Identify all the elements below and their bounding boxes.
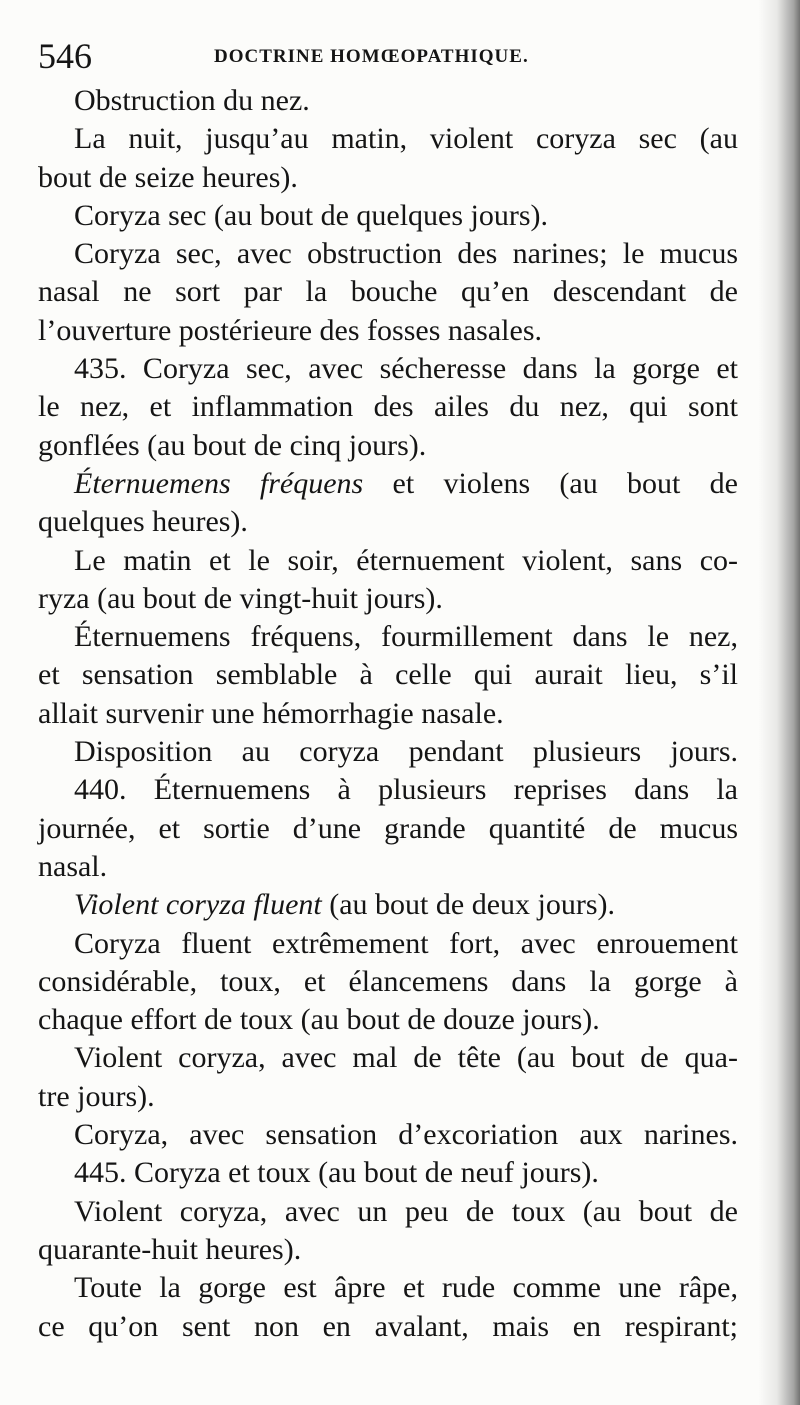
text-line: et sensation semblable à celle qui aurait lieu, s’il xyxy=(38,658,738,692)
text-line: Éternuemens fréquens, fourmillement dans le nez, xyxy=(74,620,738,654)
text-line: Obstruction du nez. xyxy=(74,84,310,117)
text-line: chaque effort de toux (au bout de douze jours). xyxy=(38,1003,600,1037)
running-title: DOCTRINE HOMŒOPATHIQUE. xyxy=(214,46,529,67)
text-line: le nez, et inflammation des ailes du nez, qui sont xyxy=(38,390,738,424)
text-line: allait survenir une hémorrhagie nasale. xyxy=(38,696,504,730)
text-line: considérable, toux, et élancemens dans la gorge à xyxy=(38,964,738,998)
text-line: Le matin et le soir, éternuement violent, sans co- xyxy=(74,543,738,577)
page-number: 546 xyxy=(38,36,92,76)
text-line: Violent coryza, avec un peu de toux (au bout de xyxy=(74,1194,738,1228)
text-line: quarante-huit heures). xyxy=(38,1232,302,1266)
text-line: quelques heures). xyxy=(38,505,248,539)
text-line: Coryza sec (au bout de quelques jours). xyxy=(74,198,549,232)
text-line-mixed xyxy=(38,465,738,503)
text-line: Toute la gorge est âpre et rude comme une râpe, xyxy=(74,1271,738,1305)
text-line: nasal. xyxy=(38,849,108,883)
italic-phrase: Violent coryza fluent xyxy=(74,888,322,922)
page-header xyxy=(38,34,738,78)
text-line: Coryza, avec sensation d’excoriation aux narines. xyxy=(74,1118,738,1152)
text-line: Coryza sec, avec obstruction des narines; le mucus xyxy=(74,237,738,271)
text-line: Disposition au coryza pendant plusieurs jours. xyxy=(74,735,738,769)
text-line: journée, et sortie d’une grande quantité de mucus xyxy=(38,811,738,845)
text-fragment: (au bout de deux jours). xyxy=(321,888,615,922)
text-line: nasal ne sort par la bouche qu’en descendant de xyxy=(38,275,738,309)
text-line: 440. Éternuemens à plusieurs reprises dans la xyxy=(74,773,738,807)
text-line: Violent coryza, avec mal de tête (au bout de qua- xyxy=(74,1041,738,1075)
italic-phrase: Éternuemens fréquens xyxy=(74,466,364,500)
text-line: La nuit, jusqu’au matin, violent coryza sec (au xyxy=(74,122,738,156)
text-line: bout de seize heures). xyxy=(38,160,298,194)
text-line-mixed xyxy=(38,886,738,924)
text-line: tre jours). xyxy=(38,1079,155,1113)
text-fragment: et violens (au bout de xyxy=(363,466,738,500)
text-line: gonflées (au bout de cinq jours). xyxy=(38,428,427,462)
binding-shadow xyxy=(758,0,800,1405)
body-text xyxy=(38,82,738,1346)
text-line: 445. Coryza et toux (au bout de neuf jours). xyxy=(74,1156,599,1190)
text-line: l’ouverture postérieure des fosses nasales. xyxy=(38,313,542,347)
text-line: 435. Coryza sec, avec sécheresse dans la gorge et xyxy=(74,352,738,386)
text-line: ryza (au bout de vingt-huit jours). xyxy=(38,581,443,615)
text-line: ce qu’on sent non en avalant, mais en respirant; xyxy=(38,1309,738,1343)
text-line: Coryza fluent extrêmement fort, avec enrouement xyxy=(74,926,738,960)
